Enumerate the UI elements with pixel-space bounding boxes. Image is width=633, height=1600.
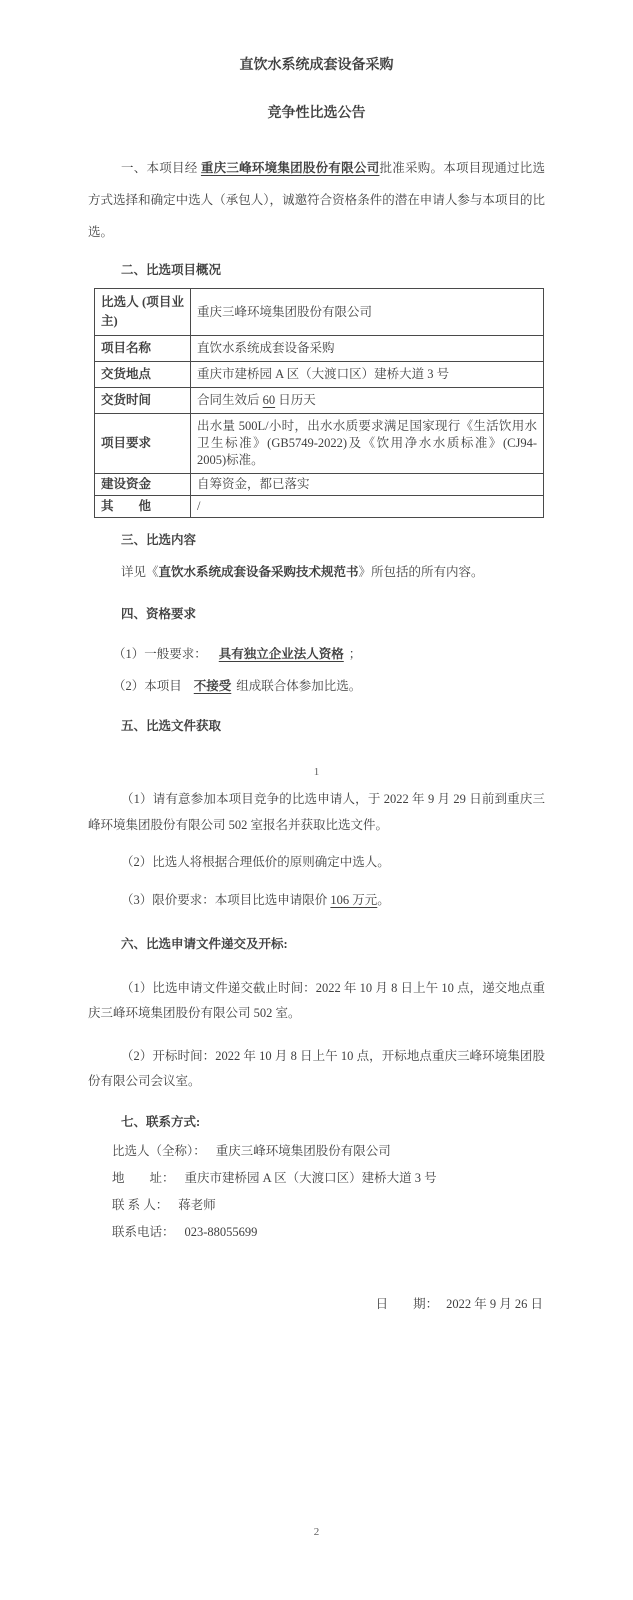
section-heading-contact: 七、联系方式: [121, 1115, 201, 1129]
row-label: 交货地点 [95, 362, 191, 388]
content-suffix: 》所包括的所有内容。 [358, 565, 484, 579]
delivery-time-suffix: 日历天 [275, 393, 316, 407]
section-heading-submission: 六、比选申请文件递交及开标: [121, 937, 288, 951]
table-row-delivery-place [95, 362, 544, 388]
contact-block [88, 1138, 545, 1246]
intro-company-name: 重庆三峰环境集团股份有限公司 [200, 161, 380, 175]
qual1-suffix: ； [348, 647, 362, 661]
contact-label: 比选人（全称）： [112, 1144, 206, 1158]
contact-label: 地 址： [112, 1171, 175, 1185]
row-value: 重庆市建桥园 A 区（大渡口区）建桥大道 3 号 [191, 362, 544, 388]
qual2-not-accept: 不接受 [193, 679, 232, 693]
table-row-project-name [95, 336, 544, 362]
table-row-other [95, 496, 544, 518]
price-limit-underline: 106 万元 [330, 893, 378, 907]
qualification-item-2 [88, 676, 545, 696]
row-value: 自筹资金，都已落实 [191, 474, 544, 496]
price-limit-prefix: （3）限价要求：本项目比选申请限价 [121, 893, 331, 907]
table-row-funding [95, 474, 544, 496]
contact-value: 蒋老师 [178, 1198, 216, 1212]
qualification-item-1 [88, 644, 545, 664]
content-paragraph [88, 562, 545, 582]
intro-paragraph [88, 152, 545, 248]
table-row-delivery-time [95, 388, 544, 414]
date-line [88, 1294, 545, 1314]
date-value: 2022 年 9 月 26 日 [446, 1297, 543, 1311]
row-label: 比选人 (项目业主) [95, 289, 191, 336]
row-label: 项目要求 [95, 414, 191, 474]
spec-doc-title: 直饮水系统成套设备采购技术规范书 [158, 565, 359, 579]
qual2-suffix: 组成联合体参加比选。 [236, 679, 362, 693]
contact-line-address [112, 1165, 545, 1192]
section-heading-file-obtain: 五、比选文件获取 [121, 719, 222, 733]
obtain-item-3 [88, 890, 545, 910]
submission-item-2: （2）开标时间：2022 年 10 月 8 日上午 10 点，开标地点重庆三峰环境集团股份有限公司会议室。 [88, 1049, 545, 1088]
contact-label: 联 系 人： [112, 1198, 169, 1212]
row-value: / [191, 496, 544, 518]
content-prefix: 详见《 [121, 565, 159, 579]
price-limit-suffix: 。 [377, 893, 390, 907]
qual2-prefix: （2）本项目 [113, 679, 182, 693]
submission-item-1: （1）比选申请文件递交截止时间：2022 年 10 月 8 日上午 10 点，递交地点重庆三峰环境集团股份有限公司 502 室。 [88, 981, 545, 1020]
contact-line-person [112, 1192, 545, 1219]
table-row-project-requirement [95, 414, 544, 474]
overview-table [94, 288, 544, 518]
row-label: 交货时间 [95, 388, 191, 414]
table-row-bidder [95, 289, 544, 336]
date-label: 日 期： [375, 1297, 439, 1311]
section-heading-content: 三、比选内容 [121, 533, 197, 547]
contact-value: 重庆三峰环境集团股份有限公司 [215, 1144, 391, 1158]
row-label: 项目名称 [95, 336, 191, 362]
delivery-days-underline: 60 [262, 393, 276, 407]
row-value: 直饮水系统成套设备采购 [191, 336, 544, 362]
intro-suffix: 批准采购。本项目现通过比选方式选择和确定中选人（承包人），诚邀符合资格条件的潜在申请人参与本项目的比选。 [88, 161, 545, 239]
page-number-1: 1 [313, 766, 320, 778]
contact-line-bidder [112, 1138, 545, 1165]
page-number-2: 2 [313, 1526, 320, 1538]
row-label: 建设资金 [95, 474, 191, 496]
contact-value: 023-88055699 [184, 1225, 258, 1239]
row-label: 其 他 [95, 496, 191, 518]
row-value: 出水量 500L/小时，出水水质要求满足国家现行《生活饮用水卫生标准》(GB5749-2022)及《饮用净水水质标准》(CJ94-2005)标准。 [191, 414, 544, 474]
document-title: 直饮水系统成套设备采购 [239, 58, 394, 73]
row-value [191, 388, 544, 414]
contact-line-phone [112, 1219, 545, 1246]
obtain-item-2: （2）比选人将根据合理低价的原则确定中选人。 [121, 855, 390, 869]
obtain-item-1: （1）请有意参加本项目竞争的比选申请人，于 2022 年 9 月 29 日前到重庆三峰环境集团股份有限公司 502 室报名并获取比选文件。 [88, 792, 545, 832]
row-value: 重庆三峰环境集团股份有限公司 [191, 289, 544, 336]
section-heading-qualification: 四、资格要求 [121, 607, 197, 621]
qual1-requirement: 具有独立企业法人资格 [218, 647, 344, 661]
qual1-prefix: （1）一般要求： [113, 647, 207, 661]
delivery-time-prefix: 合同生效后 [197, 393, 263, 407]
intro-prefix: 一、本项目经 [121, 161, 201, 175]
contact-value: 重庆市建桥园 A 区（大渡口区）建桥大道 3 号 [184, 1171, 437, 1185]
contact-label: 联系电话： [112, 1225, 175, 1239]
section-heading-overview: 二、比选项目概况 [121, 263, 222, 277]
document-subtitle: 竞争性比选公告 [267, 106, 366, 121]
